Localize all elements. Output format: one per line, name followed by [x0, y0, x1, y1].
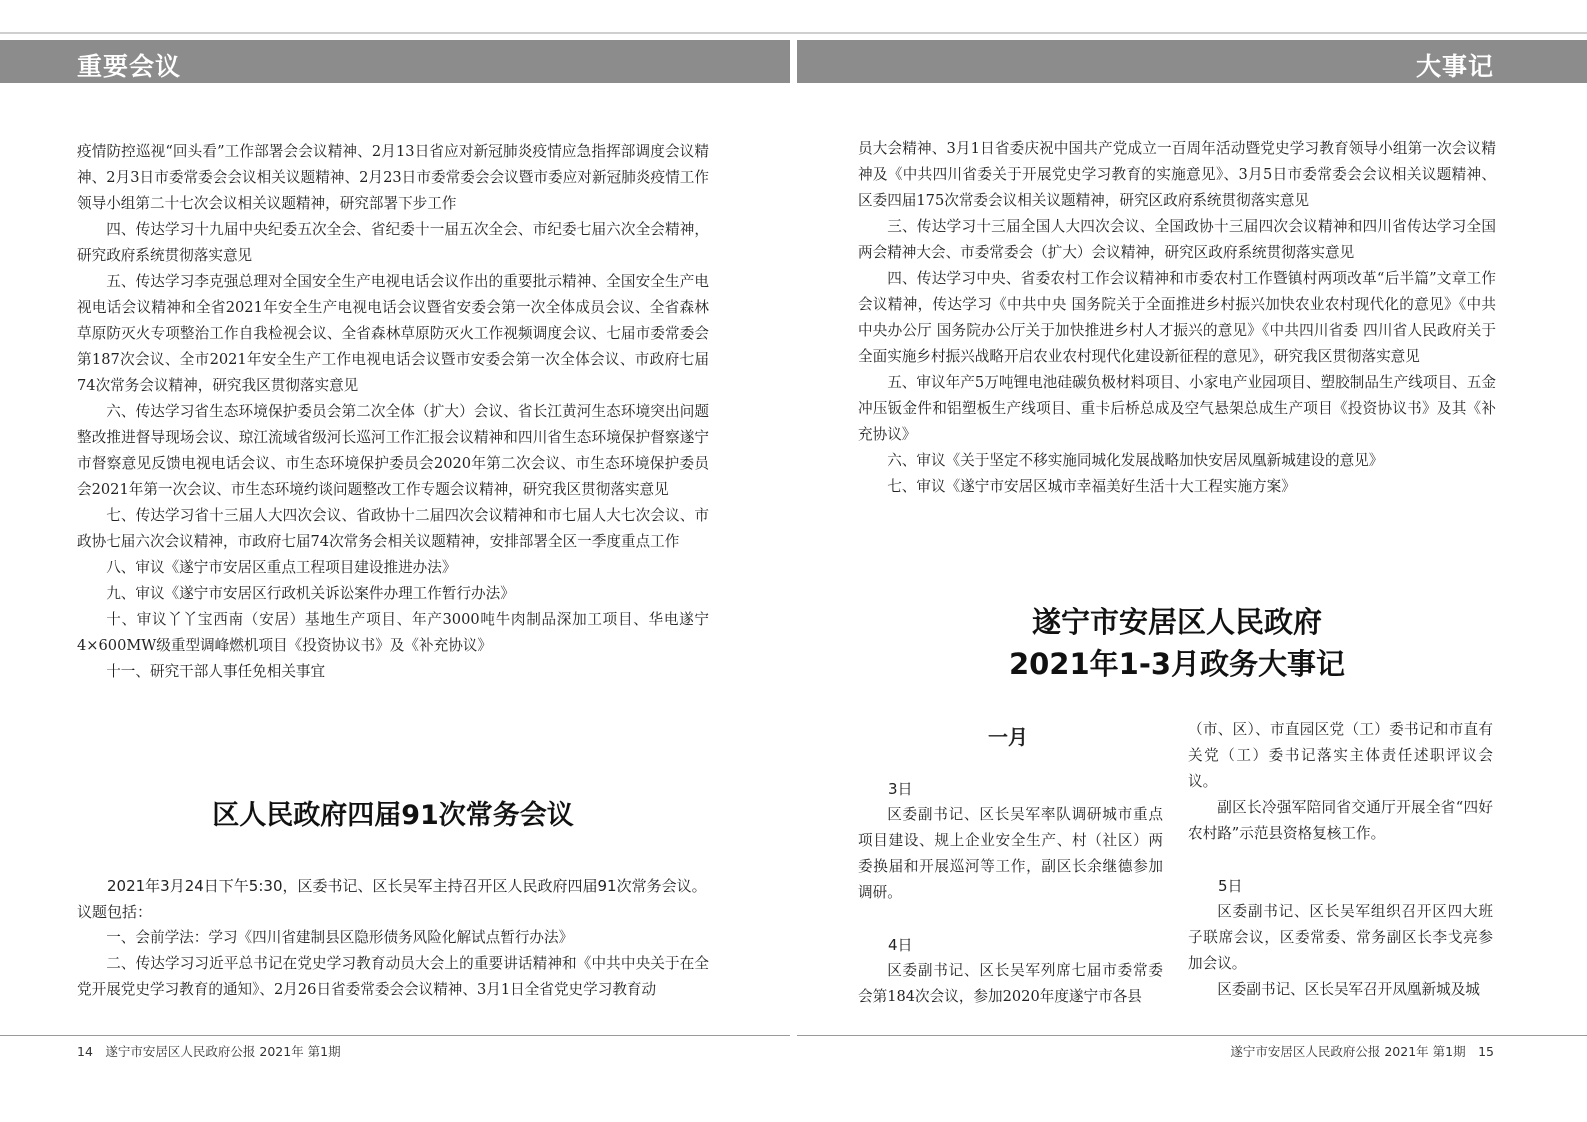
day-heading: 4日 — [888, 936, 913, 954]
paragraph: 十一、研究干部人事任免相关事宜 — [106, 663, 326, 680]
chronicle-title-line2: 2021年1-3月政务大事记 — [1008, 647, 1346, 681]
paragraph: 九、审议《遂宁市安居区行政机关诉讼案件办理工作暂行办法》 — [106, 585, 515, 602]
top-rule — [0, 32, 1587, 34]
paragraph: 三、传达学习十三届全国人大四次会议、全国政协十三届四次会议精神和四川省传达学习全国两会精神大会、市委常委会（扩大）会议精神，研究区政府系统贯彻落实意见 — [858, 218, 1496, 261]
paragraph: 五、传达学习李克强总理对全国安全生产电视电话会议作出的重要批示精神、全国安全生产电视电话会议精神和全省2021年安全生产电视电话会议暨省安委会第一次全体成员会议、全省森林草原防灭火专项整治工作自我检视会议、全省森林草原防灭火工作视频调度会议、七届市委常委会第187次会议、全市2021年安全生产工作电视电话会议暨市安委会第一次全体会议、市政府七届74次常务会议精神，研究我区贯彻落实意见 — [77, 273, 709, 394]
agenda-item: 一、会前学法：学习《四川省建制县区隐形债务风险化解试点暂行办法》 — [106, 929, 574, 946]
day-heading: 3日 — [888, 780, 913, 798]
meeting-lead-text: 2021年3月24日下午5:30，区委书记、区长吴军主持召开区人民政府四届91次常务会议。议题包括： — [77, 877, 707, 921]
spacer — [1188, 847, 1493, 873]
paragraph: 五、审议年产5万吨锂电池硅碳负极材料项目、小家电产业园项目、塑胶制品生产线项目、五金冲压钣金件和铝塑板生产线项目、重卡后桥总成及空气悬架总成生产项目《投资协议书》及其《补充协议》 — [858, 374, 1496, 443]
paragraph: 疫情防控巡视“回头看”工作部署会会议精神、2月13日省应对新冠肺炎疫情应急指挥部调度会议精神、2月3日市委常委会会议相关议题精神、2月23日市委常委会会议暨市委应对新冠肺炎疫情工作领导小组第二十七次会议相关议题精神，研究部署下步工作 — [77, 143, 709, 212]
paragraph: 员大会精神、3月1日省委庆祝中国共产党成立一百周年活动暨党史学习教育领导小组第一次会议精神及《中共四川省委关于开展党史学习教育的实施意见》、3月5日市委常委会会议相关议题精神、区委四届175次常委会议相关议题精神，研究区政府系统贯彻落实意见 — [858, 140, 1496, 209]
paragraph: 六、审议《关于坚定不移实施同城化发展战略加快安居凤凰新城建设的意见》 — [887, 452, 1384, 469]
left-body-text — [77, 139, 709, 685]
entry-text: 区委副书记、区长吴军组织召开区四大班子联席会议，区委常委、常务副区长李戈亮参加会议。 — [1188, 903, 1493, 972]
paragraph: 六、传达学习省生态环境保护委员会第二次全体（扩大）会议、省长江黄河生态环境突出问题整改推进督导现场会议、琼江流域省级河长巡河工作汇报会议精神和四川省生态环境保护督察遂宁市督察意见反馈电视电话会议、市生态环境保护委员会2020年第二次会议、市生态环境保护委员会2021年第一次会议、市生态环境约谈问题整改工作专题会议精神，研究我区贯彻落实意见 — [77, 403, 709, 498]
paragraph: 十、审议丫丫宝西南（安居）基地生产项目、年产3000吨牛肉制品深加工项目、华电遂宁4×600MW级重型调峰燃机项目《投资协议书》及《补充协议》 — [77, 611, 709, 654]
right-section-title: 大事记 — [1415, 52, 1494, 81]
paragraph: 四、传达学习十九届中央纪委五次全会、省纪委十一届五次全会、市纪委七届六次全会精神，研究政府系统贯彻落实意见 — [77, 221, 709, 264]
left-section-title: 重要会议 — [77, 52, 182, 81]
chronicle-column-1 — [858, 776, 1163, 1010]
meeting-title: 区人民政府四届91次常务会议 — [212, 800, 574, 831]
paragraph: 四、传达学习中央、省委农村工作会议精神和市委农村工作暨镇村两项改革“后半篇”文章工作会议精神，传达学习《中共中央 国务院关于全面推进乡村振兴加快农业农村现代化的意见》《中共中央办公厅 国务院办公厅关于加快推进乡村人才振兴的意见》《中共四川省委 四川省人民政府关于全面实施乡村振兴战略开启农业农村现代化建设新征程的意见》，研究我区贯彻落实意见 — [858, 270, 1496, 365]
day-heading: 5日 — [1218, 877, 1243, 895]
spacer — [858, 906, 1163, 932]
left-footer-rule — [0, 1035, 790, 1036]
chronicle-title-line1: 遂宁市安居区人民政府 — [1031, 605, 1322, 639]
entry-text: 区委副书记、区长吴军列席七届市委常委会第184次会议，参加2020年度遂宁市各县 — [858, 962, 1163, 1005]
right-footer-rule — [797, 1035, 1587, 1036]
paragraph: 七、传达学习省十三届人大四次会议、省政协十二届四次会议精神和市七届人大七次会议、市政协七届六次会议精神，市政府七届74次常务会相关议题精神，安排部署全区一季度重点工作 — [77, 507, 709, 550]
entry-text: 区委副书记、区长吴军召开凤凰新城及城 — [1217, 981, 1480, 998]
paragraph: 八、审议《遂宁市安居区重点工程项目建设推进办法》 — [106, 559, 457, 576]
paragraph: 七、审议《遂宁市安居区城市幸福美好生活十大工程实施方案》 — [887, 478, 1296, 495]
entry-text: （市、区）、市直园区党（工）委书记和市直有关党（工）委书记落实主体责任述职评议会议。 — [1188, 721, 1493, 790]
entry-text: 区委副书记、区长吴军率队调研城市重点项目建设、规上企业安全生产、村（社区）两委换届和开展巡河等工作，副区长余继德参加调研。 — [858, 806, 1163, 901]
entry-text: 副区长冷强军陪同省交通厅开展全省“四好农村路”示范县资格复核工作。 — [1188, 799, 1493, 842]
agenda-item: 二、传达学习习近平总书记在党史学习教育动员大会上的重要讲话精神和《中共中央关于在全党开展党史学习教育的通知》、2月26日省委常委会会议精神、3月1日全省党史学习教育动 — [77, 955, 709, 998]
right-footer: 遂宁市安居区人民政府公报 2021年 第1期 15 — [1230, 1044, 1494, 1059]
meeting-items — [77, 925, 709, 1003]
chronicle-column-2 — [1188, 717, 1493, 1003]
left-footer: 14 遂宁市安居区人民政府公报 2021年 第1期 — [77, 1044, 341, 1059]
month-heading: 一月 — [988, 725, 1028, 749]
meeting-lead — [77, 873, 709, 925]
right-body-text — [858, 136, 1496, 500]
